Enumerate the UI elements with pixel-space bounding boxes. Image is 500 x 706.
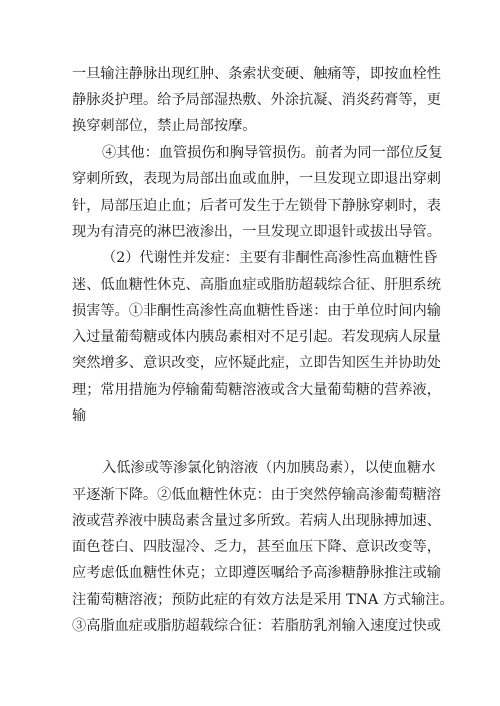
text-line-14: 输 [72, 408, 87, 424]
text-line-11: 入过量葡萄糖或体内胰岛素相对不足引起。若发现病人尿量 [72, 329, 441, 345]
text-line-7: 现为有清亮的淋巴液渗出，一旦发现立即退针或拔出导管。 [72, 224, 441, 240]
text-line-21: ③高脂血症或脂肪超载综合征：若脂肪乳剂输入速度过快或 [72, 618, 441, 634]
text-line-1: 一旦输注静脉出现红肿、条索状变硬、触痛等，即按血栓性 [72, 66, 441, 82]
text-line-3: 换穿刺部位，禁止局部按摩。 [72, 118, 257, 134]
text-line-16: 平逐渐下降。②低血糖性休克：由于突然停输高渗葡萄糖溶 [72, 487, 441, 503]
text-line-4: ④其他：血管损伤和胸导管损伤。前者为同一部位反复 [102, 145, 443, 161]
text-line-6: 针，局部压迫止血；后者可发生于左锁骨下静脉穿刺时，表 [72, 198, 441, 214]
text-line-20: 注葡萄糖溶液；预防此症的有效方法是采用 TNA 方式输注。 [72, 592, 454, 608]
text-line-5: 穿刺所致，表现为局部出血或血肿，一旦发现立即退出穿刺 [72, 171, 441, 187]
text-line-19: 应考虑低血糖性休克；立即遵医嘱给予高渗糖静脉推注或输 [72, 565, 441, 581]
text-line-15: 入低渗或等渗氯化钠溶液（内加胰岛素），以使血糖水 [102, 460, 436, 476]
text-line-17: 液或营养液中胰岛素含量过多所致。若病人出现脉搏加速、 [72, 513, 441, 529]
text-line-9: 迷、低血糖性休克、高脂血症或脂肪超载综合征、肝胆系统 [72, 277, 441, 293]
text-line-18: 面色苍白、四肢湿冷、乏力，甚至血压下降、意识改变等， [72, 539, 441, 555]
text-line-13: 理；常用措施为停输葡萄糖溶液或含大量葡萄糖的营养液， [72, 382, 441, 398]
text-line-12: 突然增多、意识改变，应怀疑此症，立即告知医生并协助处 [72, 355, 441, 371]
text-line-8: （2）代谢性并发症：主要有非酮性高渗性高血糖性昏 [102, 250, 438, 266]
text-line-10: 损害等。①非酮性高渗性高血糖性昏迷：由于单位时间内输 [72, 303, 441, 319]
text-line-2: 静脉炎护理。给予局部湿热敷、外涂抗凝、消炎药膏等，更 [72, 92, 441, 108]
